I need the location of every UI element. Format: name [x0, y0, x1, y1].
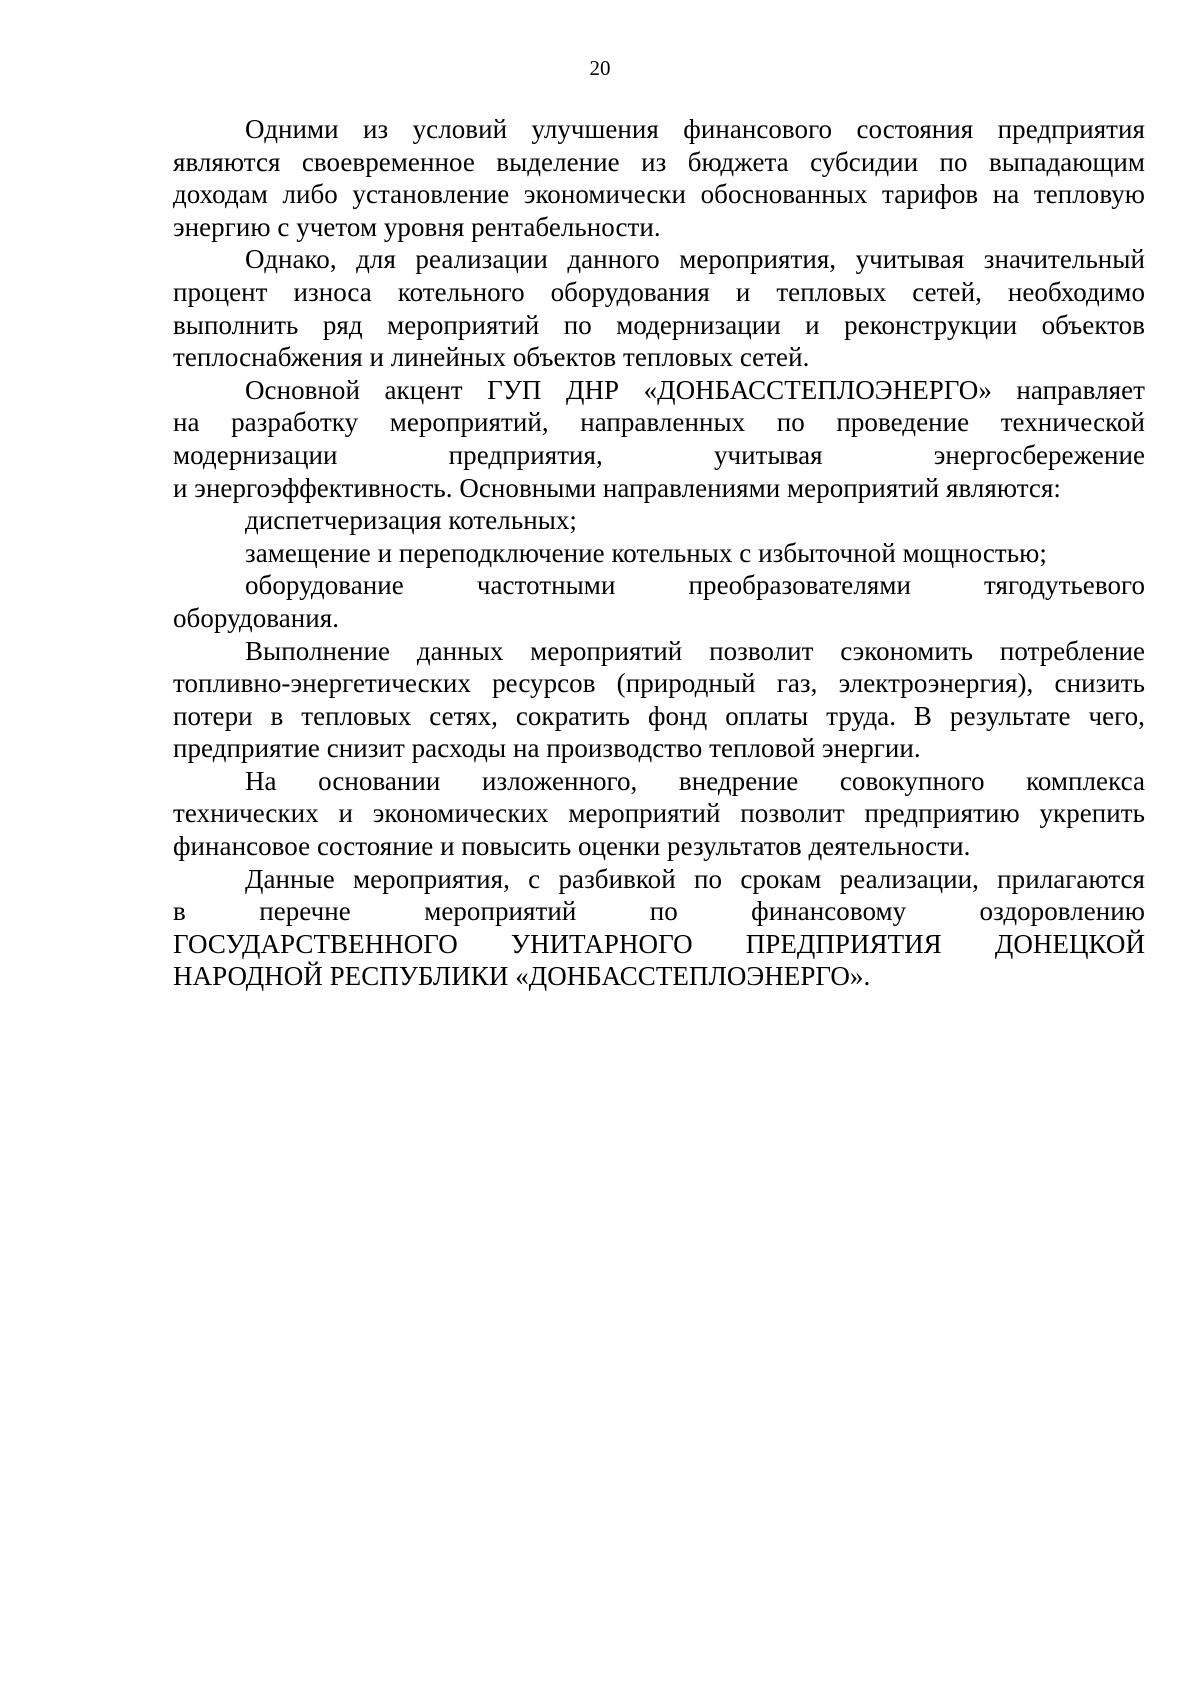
text-line: Основной акцент ГУП ДНР «ДОНБАССТЕПЛОЭНЕРГО» направляет — [245, 374, 1145, 405]
paragraph-main-focus — [173, 374, 1145, 504]
text-line: и энергоэффективность. Основными направлениями мероприятий являются: — [173, 472, 1061, 503]
page-number: 20 — [589, 56, 611, 80]
text-line: предприятие снизит расходы на производство тепловой энергии. — [173, 733, 921, 764]
text-line: Одними из условий улучшения финансового состояния предприятия — [245, 114, 1145, 144]
text-line: на разработку мероприятий, направленных по проведение технической — [173, 407, 1145, 438]
paragraph-savings — [173, 635, 1145, 765]
text-line: Выполнение данных мероприятий позволит сэкономить потребление — [245, 635, 1145, 666]
text-line: оборудования. — [173, 602, 340, 633]
text-line: потери в тепловых сетях, сократить фонд оплаты труда. В результате чего, — [173, 700, 1145, 731]
text-line: в перечне мероприятий по финансовому оздоровлению — [173, 896, 1145, 927]
text-line: замещение и переподключение котельных с избыточной мощностью; — [245, 537, 1047, 568]
text-line: финансовое состояние и повысить оценки результатов деятельности. — [173, 831, 971, 862]
text-line: модернизации предприятия, учитывая энергосбережение — [173, 439, 1145, 470]
document-body — [173, 113, 1145, 993]
text-line: топливно-энергетических ресурсов (природный газ, электроэнергия), снизить — [173, 668, 1145, 699]
text-line: процент износа котельного оборудования и тепловых сетей, необходимо — [173, 276, 1145, 307]
text-line: На основании изложенного, внедрение совокупного комплекса — [245, 765, 1145, 796]
paragraph-conclusion — [173, 765, 1145, 863]
text-line: Данные мероприятия, с разбивкой по срокам реализации, прилагаются — [245, 863, 1145, 894]
paragraph-financial-conditions — [173, 113, 1145, 243]
text-line: теплоснабжения и линейных объектов тепловых сетей. — [173, 342, 810, 373]
text-line: энергию с учетом уровня рентабельности. — [173, 211, 661, 242]
text-line: оборудование частотными преобразователями тягодутьевого — [245, 570, 1145, 601]
text-line: технических и экономических мероприятий позволит предприятию укрепить — [173, 798, 1145, 829]
list-item-frequency-converters — [173, 569, 1145, 634]
text-line: выполнить ряд мероприятий по модернизации и реконструкции объектов — [173, 309, 1145, 340]
paragraph-modernization-need — [173, 243, 1145, 373]
text-line: являются своевременное выделение из бюджета субсидии по выпадающим — [173, 146, 1145, 177]
text-line: ГОСУДАРСТВЕННОГО УНИТАРНОГО ПРЕДПРИЯТИЯ ДОНЕЦКОЙ — [173, 928, 1145, 959]
text-line: НАРОДНОЙ РЕСПУБЛИКИ «ДОНБАССТЕПЛОЭНЕРГО». — [173, 961, 871, 992]
list-item-dispatching — [173, 504, 1145, 537]
list-item-boiler-replacement — [173, 537, 1145, 570]
paragraph-attachment — [173, 863, 1145, 993]
text-line: Однако, для реализации данного мероприятия, учитывая значительный — [245, 244, 1145, 275]
text-line: доходам либо установление экономически обоснованных тарифов на тепловую — [173, 179, 1145, 210]
text-line: диспетчеризация котельных; — [245, 505, 577, 536]
